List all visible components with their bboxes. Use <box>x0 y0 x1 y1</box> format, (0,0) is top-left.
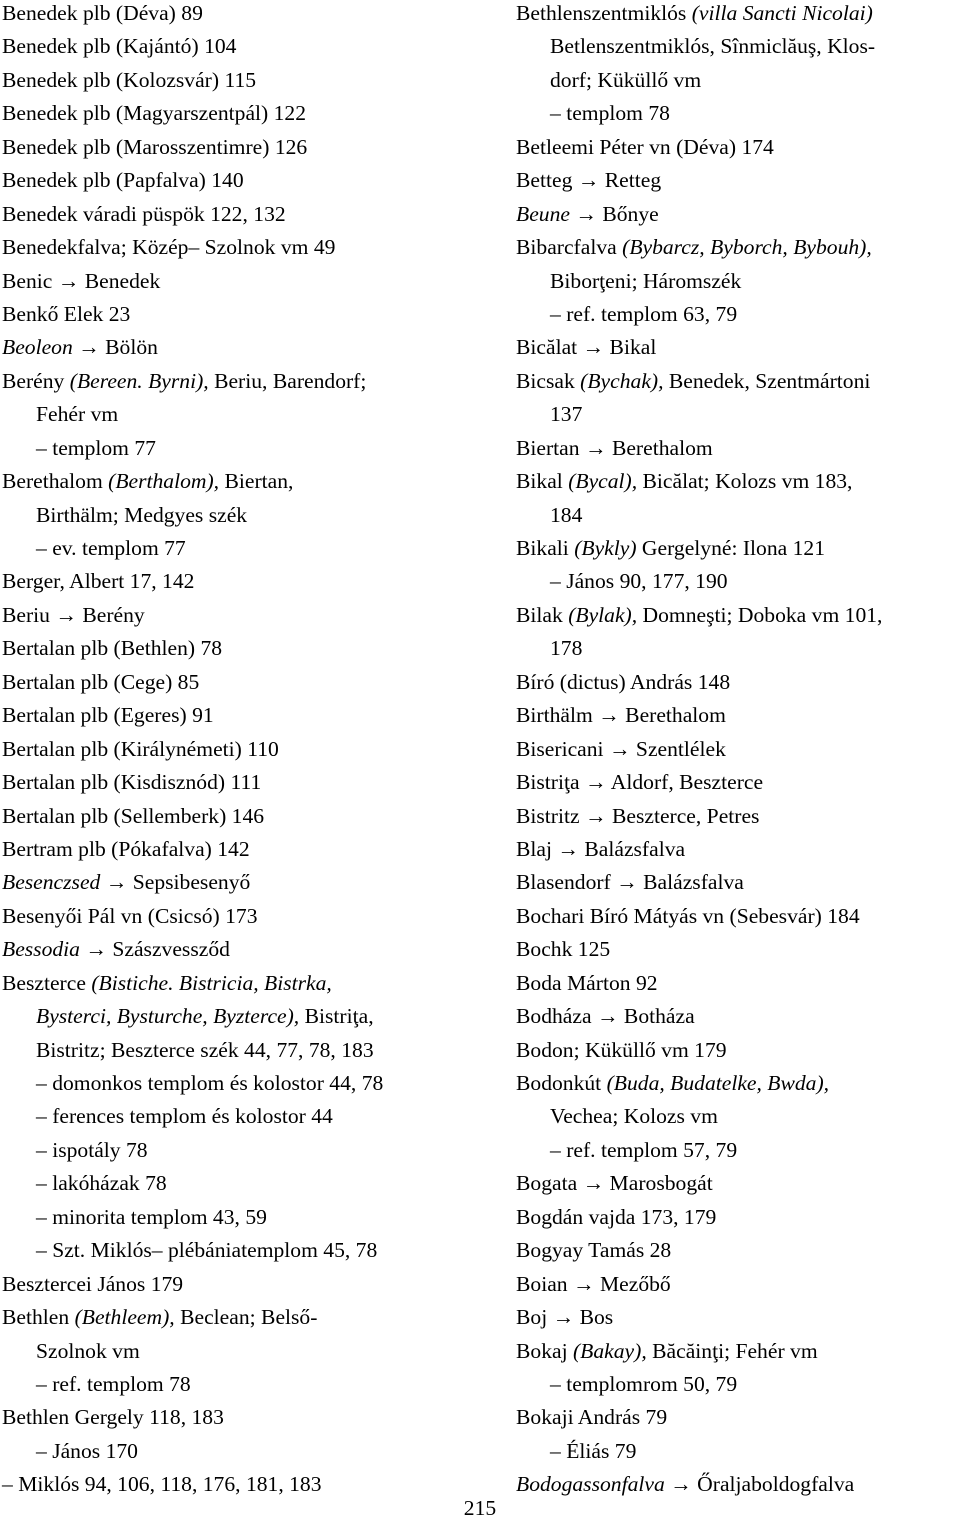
entry-text: – minorita templom 43, 59 <box>36 1204 267 1229</box>
entry-text: – ferences templom és kolostor 44 <box>36 1104 333 1129</box>
index-entry-line <box>516 736 958 769</box>
index-entry-line <box>2 1003 502 1036</box>
index-entry-line <box>2 334 502 367</box>
index-entry-line <box>2 435 502 468</box>
entry-text-italic: (Berthalom), <box>108 469 220 494</box>
entry-text: Bibarcfalva <box>516 235 623 260</box>
entry-text: Berény <box>2 368 70 393</box>
entry-text: dorf; Küküllő vm <box>550 67 702 92</box>
entry-text-italic: Bodogassonfalva <box>516 1472 665 1497</box>
index-entry-line <box>516 1103 958 1136</box>
index-entry-line <box>516 1404 958 1437</box>
entry-text: – templomrom 50, 79 <box>550 1371 738 1396</box>
entry-text-italic: Bysterci, Bysturche, Byzterce), <box>36 1004 300 1029</box>
index-entry-line <box>516 368 958 401</box>
entry-text: – lakóházak 78 <box>36 1171 167 1196</box>
index-entry-line <box>516 836 958 869</box>
index-entry-line <box>2 1170 502 1203</box>
index-entry-line <box>516 869 958 902</box>
entry-text: Bertalan plb (Kisdisznód) 111 <box>2 770 262 795</box>
index-entry-line <box>2 936 502 969</box>
index-entry-line <box>2 1070 502 1103</box>
entry-text: Bodonkút <box>516 1071 607 1095</box>
index-entry-line <box>2 1237 502 1270</box>
index-entry-line <box>516 234 958 267</box>
index-entry-line <box>516 134 958 167</box>
entry-text: – ref. templom 78 <box>36 1371 191 1396</box>
entry-text: Bicălat → Bikal <box>516 335 657 360</box>
entry-text-italic: (Bybarcz, Byborch, Bybouh), <box>622 235 872 260</box>
entry-text: Bertalan plb (Sellemberk) 146 <box>2 803 265 828</box>
entry-text: → Őraljaboldogfalva <box>664 1472 855 1497</box>
entry-text: Bertalan plb (Bethlen) 78 <box>2 636 223 661</box>
entry-text: Bogata → Marosbogát <box>516 1171 713 1196</box>
entry-text: Bikali <box>516 536 575 560</box>
entry-text-italic: Beune <box>516 201 570 226</box>
entry-text: Bethlen Gergely 118, 183 <box>2 1405 224 1430</box>
entry-text: Bisericani → Szentlélek <box>516 736 726 761</box>
entry-text: Bilak <box>516 602 569 627</box>
entry-text: Besztercei János 179 <box>2 1271 184 1296</box>
entry-text: Benedek, Szentmártoni <box>663 368 871 393</box>
entry-text: 184 <box>550 502 583 527</box>
entry-text: – ispotály 78 <box>36 1137 148 1162</box>
entry-text: Beriu → Berény <box>2 602 145 627</box>
entry-text: Benedek váradi püspök 122, 132 <box>2 201 286 226</box>
index-column-right <box>516 0 958 1505</box>
index-entry-line <box>2 67 502 100</box>
index-entry-line <box>516 468 958 501</box>
entry-text: Biertan, <box>219 469 294 494</box>
entry-text: Besenyői Pál vn (Csicsó) 173 <box>2 903 258 928</box>
entry-text: Szolnok vm <box>36 1338 140 1363</box>
entry-text-italic: (Bykly) <box>574 536 637 560</box>
index-entry-line <box>516 568 958 601</box>
entry-text: Bicălat; Kolozs vm 183, <box>637 469 853 494</box>
index-entry-line <box>516 535 958 568</box>
index-entry-line <box>516 1204 958 1237</box>
index-entry-line <box>2 301 502 334</box>
entry-text: Betteg → Retteg <box>516 168 662 193</box>
entry-text-italic: (Buda, Budatelke, Bwda), <box>606 1071 830 1095</box>
entry-text: Bethlen <box>2 1305 75 1330</box>
entry-text: – János 170 <box>36 1438 138 1463</box>
entry-text: Boj → Bos <box>516 1305 614 1330</box>
page-number: 215 <box>463 1496 497 1520</box>
index-entry-line <box>516 1304 958 1337</box>
index-entry-line <box>516 1137 958 1170</box>
index-entry-line <box>516 1438 958 1471</box>
entry-text-italic: Beoleon <box>2 335 73 360</box>
index-entry-line <box>516 769 958 802</box>
entry-text: Bertalan plb (Cege) 85 <box>2 669 200 694</box>
index-entry-line <box>516 1338 958 1371</box>
entry-text: Vechea; Kolozs vm <box>550 1104 718 1129</box>
index-entry-line <box>2 368 502 401</box>
entry-text: Benedek plb (Kolozsvár) 115 <box>2 67 257 92</box>
index-entry-line <box>516 1170 958 1203</box>
index-entry-line <box>516 1371 958 1404</box>
index-entry-line <box>516 67 958 100</box>
entry-text-italic: Bessodia <box>2 937 80 962</box>
index-entry-line <box>516 635 958 668</box>
index-entry-line <box>516 1003 958 1036</box>
entry-text: Blasendorf → Balázsfalva <box>516 870 744 895</box>
entry-text: – domonkos templom és kolostor 44, 78 <box>36 1071 384 1095</box>
entry-text: Birthälm → Berethalom <box>516 703 726 728</box>
entry-text: Blaj → Balázsfalva <box>516 836 686 861</box>
index-entry-line <box>2 535 502 568</box>
entry-text-italic: (villa Sancti Nicolai) <box>691 1 873 25</box>
entry-text: Boian → Mezőbő <box>516 1271 671 1296</box>
index-entry-line <box>2 33 502 66</box>
entry-text: Bíró (dictus) András 148 <box>516 669 731 694</box>
index-entry-line <box>516 1070 958 1103</box>
index-entry-line <box>516 301 958 334</box>
entry-text: → Sepsibesenyő <box>100 870 251 895</box>
index-entry-line <box>2 602 502 635</box>
entry-text: Biborţeni; Háromszék <box>550 268 742 293</box>
entry-text-italic: (Bychak), <box>580 368 664 393</box>
index-entry-line <box>2 836 502 869</box>
entry-text: Benedekfalva; Közép– Szolnok vm 49 <box>2 235 336 260</box>
entry-text: Bogdán vajda 173, 179 <box>516 1204 717 1229</box>
index-entry-line <box>516 201 958 234</box>
entry-text: Benedek plb (Magyarszentpál) 122 <box>2 101 307 126</box>
index-entry-line <box>516 401 958 434</box>
index-entry-line <box>2 702 502 735</box>
entry-text-italic: (Bylak), <box>568 602 638 627</box>
index-entry-line <box>516 903 958 936</box>
entry-text: Bistritz → Beszterce, Petres <box>516 803 760 828</box>
entry-text: Beszterce <box>2 970 92 995</box>
entry-text: Bochk 125 <box>516 937 611 962</box>
index-entry-line <box>2 0 502 33</box>
entry-text: Bogyay Tamás 28 <box>516 1238 672 1263</box>
index-entry-line <box>516 602 958 635</box>
index-entry-line <box>516 167 958 200</box>
entry-text: → Bölön <box>72 335 158 360</box>
index-entry-line <box>2 1438 502 1471</box>
entry-text: Biertan → Berethalom <box>516 435 713 460</box>
index-entry-line <box>2 869 502 902</box>
entry-text-italic: (Bycal), <box>568 469 638 494</box>
index-entry-line <box>516 33 958 66</box>
entry-text: → Bőnye <box>569 201 659 226</box>
index-entry-line <box>516 1037 958 1070</box>
index-entry-line <box>516 435 958 468</box>
entry-text: Fehér vm <box>36 402 119 427</box>
entry-text: Beclean; Belső- <box>174 1305 318 1330</box>
index-entry-line <box>2 502 502 535</box>
index-entry-line <box>516 936 958 969</box>
index-entry-line <box>2 903 502 936</box>
entry-text: Bertram plb (Pókafalva) 142 <box>2 836 250 861</box>
entry-text: Boda Márton 92 <box>516 970 658 995</box>
index-entry-line <box>516 100 958 133</box>
entry-text: Benedek plb (Papfalva) 140 <box>2 168 244 193</box>
entry-text-italic: (Bakay), <box>572 1338 647 1363</box>
index-entry-line <box>2 1137 502 1170</box>
index-entry-line <box>2 100 502 133</box>
entry-text: Bicsak <box>516 368 581 393</box>
entry-text: Betleemi Péter vn (Déva) 174 <box>516 134 774 159</box>
index-entry-line <box>2 468 502 501</box>
entry-text: Bertalan plb (Egeres) 91 <box>2 703 214 728</box>
entry-text: Benedek plb (Déva) 89 <box>2 1 203 25</box>
entry-text: – templom 77 <box>36 435 156 460</box>
entry-text: → Szászvessződ <box>79 937 230 962</box>
index-entry-line <box>2 1338 502 1371</box>
index-entry-line <box>2 669 502 702</box>
entry-text: – Szt. Miklós– plébániatemplom 45, 78 <box>36 1238 378 1263</box>
index-entry-line <box>2 803 502 836</box>
entry-text: Bistriţa → Aldorf, Beszterce <box>516 770 764 795</box>
index-entry-line <box>2 568 502 601</box>
index-entry-line <box>2 268 502 301</box>
index-entry-line <box>516 970 958 1003</box>
entry-text: – Éliás 79 <box>550 1438 637 1463</box>
index-entry-line <box>2 1304 502 1337</box>
index-entry-line <box>2 234 502 267</box>
entry-text: Domneşti; Doboka vm 101, <box>637 602 883 627</box>
entry-text: Benkő Elek 23 <box>2 301 131 326</box>
entry-text: Benedek plb (Marosszentimre) 126 <box>2 134 308 159</box>
entry-text: Benedek plb (Kajántó) 104 <box>2 34 237 59</box>
entry-text: Bistriţa, <box>299 1004 374 1029</box>
entry-text: Bodháza → Botháza <box>516 1004 695 1029</box>
index-entry-line <box>516 803 958 836</box>
index-entry-line <box>2 201 502 234</box>
entry-text: Băcăinţi; Fehér vm <box>646 1338 818 1363</box>
entry-text-italic: (Bereen. Byrni), <box>69 368 209 393</box>
entry-text: Bochari Bíró Mátyás vn (Sebesvár) 184 <box>516 903 860 928</box>
index-entry-line <box>516 268 958 301</box>
entry-text: Berger, Albert 17, 142 <box>2 569 195 594</box>
entry-text: – ref. templom 57, 79 <box>550 1137 738 1162</box>
index-entry-line <box>2 134 502 167</box>
index-entry-line <box>2 1271 502 1304</box>
index-entry-line <box>516 0 958 33</box>
index-entry-line <box>2 635 502 668</box>
entry-text: Birthälm; Medgyes szék <box>36 502 248 527</box>
index-entry-line <box>2 1103 502 1136</box>
index-entry-line <box>2 970 502 1003</box>
entry-text: Bethlenszentmiklós <box>516 1 692 25</box>
entry-text: – János 90, 177, 190 <box>550 569 728 594</box>
entry-text: 178 <box>550 636 583 661</box>
index-entry-line <box>516 502 958 535</box>
entry-text: Bokaj <box>516 1338 573 1363</box>
entry-text-italic: (Bistiche. Bistricia, Bistrka, <box>91 970 332 995</box>
entry-text: – Miklós 94, 106, 118, 176, 181, 183 <box>2 1472 322 1497</box>
entry-text: Bikal <box>516 469 569 494</box>
entry-text: Beriu, Barendorf; <box>208 368 367 393</box>
index-column-left <box>2 0 502 1505</box>
entry-text: Betlenszentmiklós, Sînmiclăuş, Klos- <box>550 34 876 59</box>
entry-text: Bokaji András 79 <box>516 1405 668 1430</box>
entry-text: Gergelyné: Ilona 121 <box>636 536 826 560</box>
index-entry-line <box>2 1371 502 1404</box>
index-entry-line <box>2 167 502 200</box>
index-entry-line <box>516 1271 958 1304</box>
entry-text: 137 <box>550 402 583 427</box>
entry-text: – ref. templom 63, 79 <box>550 301 738 326</box>
index-entry-line <box>516 669 958 702</box>
entry-text-italic: (Bethleem), <box>74 1305 175 1330</box>
index-entry-line <box>2 769 502 802</box>
index-entry-line <box>2 1204 502 1237</box>
index-entry-line <box>2 401 502 434</box>
entry-text: Berethalom <box>2 469 109 494</box>
index-entry-line <box>2 1037 502 1070</box>
index-entry-line <box>2 1404 502 1437</box>
index-entry-line <box>2 736 502 769</box>
index-entry-line <box>516 702 958 735</box>
entry-text: Benic → Benedek <box>2 268 161 293</box>
index-entry-line <box>516 334 958 367</box>
index-entry-line <box>516 1237 958 1270</box>
entry-text: Bistritz; Beszterce szék 44, 77, 78, 183 <box>36 1037 374 1062</box>
entry-text: Bertalan plb (Királynémeti) 110 <box>2 736 279 761</box>
entry-text: – ev. templom 77 <box>36 536 186 560</box>
entry-text: – templom 78 <box>550 101 670 126</box>
entry-text-italic: Besenczsed <box>2 870 101 895</box>
entry-text: Bodon; Küküllő vm 179 <box>516 1037 727 1062</box>
